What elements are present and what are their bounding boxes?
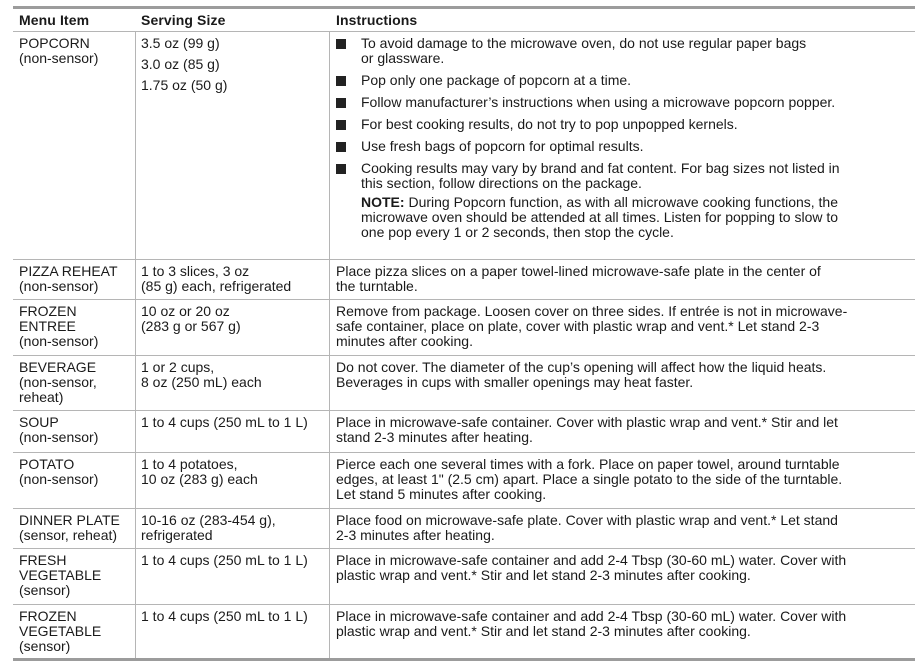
serving-size-cell bbox=[136, 32, 330, 259]
serving-size-cell: 1 or 2 cups, 8 oz (250 mL) each bbox=[136, 356, 330, 410]
menu-item-cell: SOUP (non-sensor) bbox=[13, 411, 136, 452]
instruction-bullet: For best cooking results, do not try to pop unpopped kernels. bbox=[336, 117, 909, 132]
table-row bbox=[13, 355, 915, 410]
menu-item-cell: DINNER PLATE (sensor, reheat) bbox=[13, 509, 136, 548]
note-label: NOTE: bbox=[361, 194, 405, 210]
table-row bbox=[13, 299, 915, 355]
instruction-bullet: Use fresh bags of popcorn for optimal results. bbox=[336, 139, 909, 154]
instructions-cell: Place in microwave-safe container and add 2-4 Tbsp (30-60 mL) water. Cover with plastic wrap and vent.* Stir and let stand 2-3 minutes after cooking. bbox=[336, 552, 847, 583]
instructions-cell: Remove from package. Loosen cover on three sides. If entrée is not in microwave- safe container, place on plate, cover with plastic wrap and vent.* Let stand 2-3 minutes after cooking. bbox=[336, 303, 848, 349]
serving-size-cell: 1 to 4 potatoes, 10 oz (283 g) each bbox=[136, 453, 330, 508]
menu-item-cell: POTATO (non-sensor) bbox=[13, 453, 136, 508]
instruction-bullet: Pop only one package of popcorn at a time. bbox=[336, 73, 909, 88]
instructions-cell: Place pizza slices on a paper towel-lined microwave-safe plate in the center of the turntable. bbox=[336, 263, 821, 294]
table-header bbox=[13, 9, 915, 31]
table-row bbox=[13, 548, 915, 604]
serving-size-cell: 1 to 3 slices, 3 oz (85 g) each, refrigerated bbox=[136, 260, 330, 299]
instruction-bullet: Cooking results may vary by brand and fat content. For bag sizes not listed in this section, follow directions on the package. bbox=[336, 161, 909, 191]
serving-size-option: 3.0 oz (85 g) bbox=[141, 56, 220, 72]
serving-size-cell: 1 to 4 cups (250 mL to 1 L) bbox=[136, 605, 330, 658]
bullet-square-icon bbox=[336, 39, 346, 49]
header-serving-size: Serving Size bbox=[141, 12, 226, 28]
table-row bbox=[13, 604, 915, 658]
table-row bbox=[13, 452, 915, 508]
menu-item-cell: BEVERAGE (non-sensor, reheat) bbox=[13, 356, 136, 410]
instructions-cell: Place in microwave-safe container. Cover with plastic wrap and vent.* Stir and let stand 2-3 minutes after heating. bbox=[336, 414, 838, 445]
instructions-cell: Pierce each one several times with a fork. Place on paper towel, around turntable edges, at least 1" (2.5 cm) apart. Place a single potato to the side of the turntable. Let stand 5 minutes after cooking. bbox=[336, 456, 843, 502]
instructions-cell bbox=[330, 32, 915, 259]
menu-item-cell: FROZEN ENTREE (non-sensor) bbox=[13, 300, 136, 355]
header-menu-item: Menu Item bbox=[19, 12, 90, 28]
instructions-cell: Place in microwave-safe container and add 2-4 Tbsp (30-60 mL) water. Cover with plastic wrap and vent.* Stir and let stand 2-3 minutes after cooking. bbox=[336, 608, 847, 639]
instruction-bullet: Follow manufacturer’s instructions when using a microwave popcorn popper. bbox=[336, 95, 909, 110]
menu-item-cell: FROZEN VEGETABLE (sensor) bbox=[13, 605, 136, 658]
table-row bbox=[13, 259, 915, 299]
cooking-guide-table bbox=[13, 6, 915, 661]
bullet-square-icon bbox=[336, 164, 346, 174]
menu-item-cell: FRESH VEGETABLE (sensor) bbox=[13, 549, 136, 604]
table-row-popcorn bbox=[13, 32, 915, 259]
menu-item-mode: (non-sensor) bbox=[19, 50, 99, 66]
bullet-square-icon bbox=[336, 76, 346, 86]
serving-size-cell: 1 to 4 cups (250 mL to 1 L) bbox=[136, 411, 330, 452]
menu-item-name: POPCORN bbox=[19, 35, 90, 51]
serving-size-option: 3.5 oz (99 g) bbox=[141, 35, 220, 51]
menu-item-cell: PIZZA REHEAT (non-sensor) bbox=[13, 260, 136, 299]
serving-size-option: 1.75 oz (50 g) bbox=[141, 77, 228, 93]
instructions-cell: Do not cover. The diameter of the cup’s opening will affect how the liquid heats. Beverages in cups with smaller openings may heat faster. bbox=[336, 359, 827, 390]
table-bottom-rule bbox=[13, 658, 915, 661]
serving-size-cell: 10-16 oz (283-454 g), refrigerated bbox=[136, 509, 330, 548]
instructions-cell: Place food on microwave-safe plate. Cover with plastic wrap and vent.* Let stand 2-3 minutes after heating. bbox=[336, 512, 838, 543]
serving-size-cell: 1 to 4 cups (250 mL to 1 L) bbox=[136, 549, 330, 604]
bullet-square-icon bbox=[336, 98, 346, 108]
menu-item-cell bbox=[13, 32, 136, 259]
bullet-square-icon bbox=[336, 120, 346, 130]
table-row bbox=[13, 508, 915, 548]
bullet-square-icon bbox=[336, 142, 346, 152]
note-text: During Popcorn function, as with all microwave cooking functions, the microwave oven should be attended at all times. Listen for popping to slow to one pop every 1 or 2 seconds, then stop the cycle. bbox=[361, 194, 839, 240]
popcorn-note bbox=[336, 195, 909, 240]
table-row bbox=[13, 410, 915, 452]
header-instructions: Instructions bbox=[336, 12, 418, 28]
instruction-bullet: To avoid damage to the microwave oven, do not use regular paper bags or glassware. bbox=[336, 36, 909, 66]
serving-size-cell: 10 oz or 20 oz (283 g or 567 g) bbox=[136, 300, 330, 355]
